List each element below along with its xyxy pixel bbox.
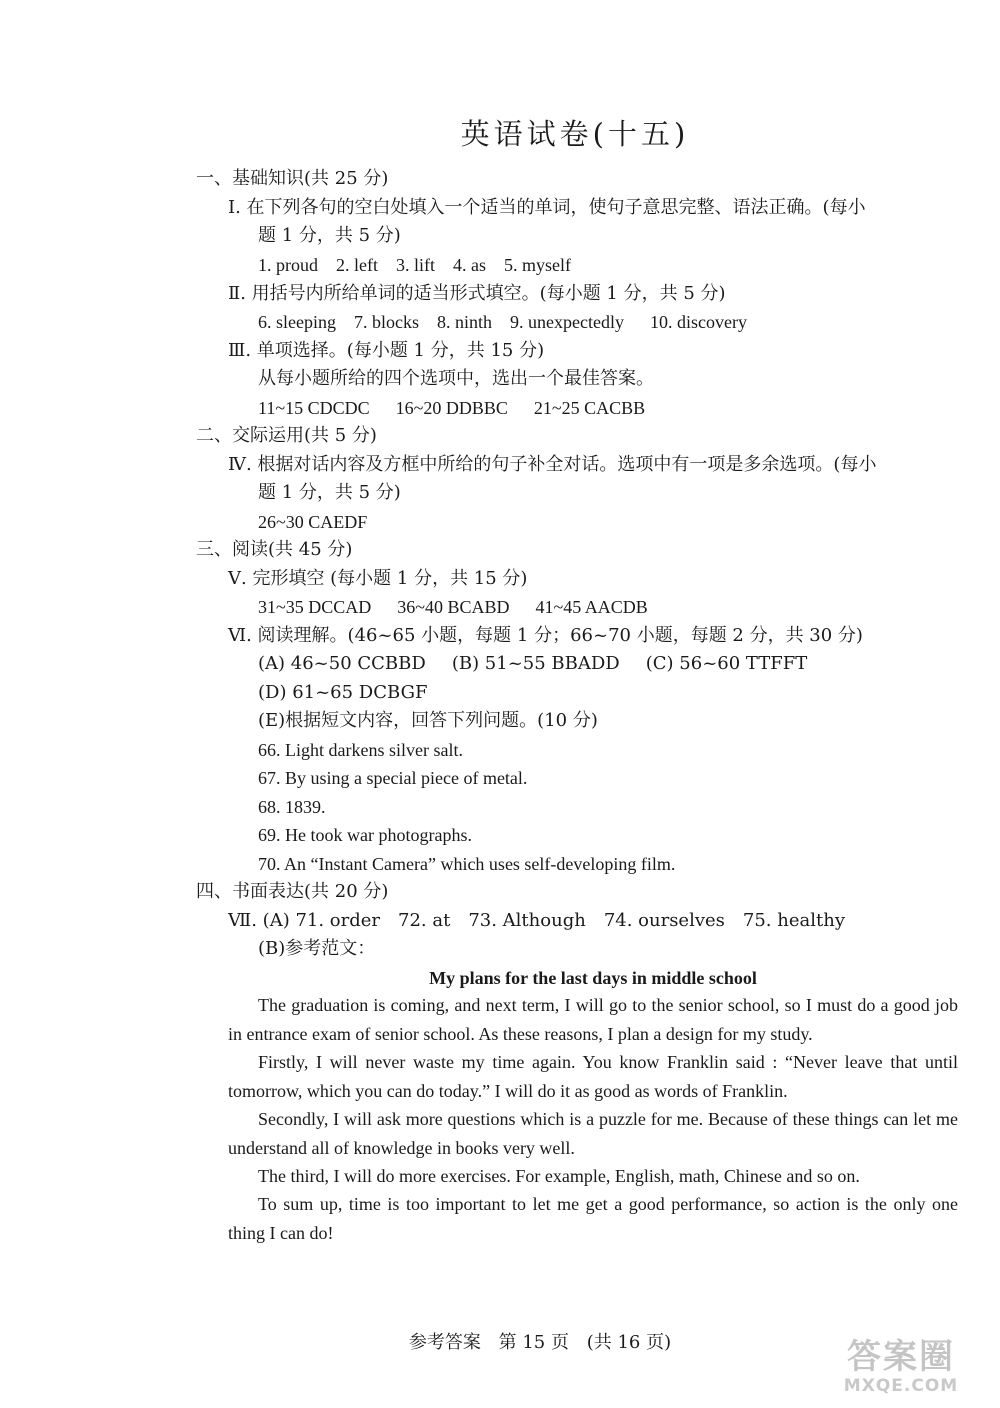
answer-item: 6. sleeping [258, 312, 336, 332]
part-1-heading-cont: 题 1 分，共 5 分) [258, 225, 401, 246]
footer-total-pages: (共 16 页) [586, 1332, 672, 1353]
essay-title: My plans for the last days in middle school [429, 968, 757, 988]
answer-item: 72. at [398, 910, 451, 931]
answer-item: 36~40 BCABD [397, 597, 510, 617]
part-3-heading: Ⅲ. 单项选择。(每小题 1 分，共 15 分) [228, 340, 545, 361]
answer-67: 67. By using a special piece of metal. [258, 768, 528, 788]
answer-item: (C) 56~60 TTFFT [645, 653, 808, 674]
answer-item: 4. as [453, 255, 486, 275]
essay-paragraph: Firstly, I will never waste my time again. You know Franklin said : “Never leave that until tomorrow, which you can do today.” I will do it as good as words of Franklin. [228, 1052, 958, 1101]
answer-item: 9. unexpectedly [510, 312, 624, 332]
answer-item: (B) 51~55 BBADD [451, 653, 620, 674]
section-1-heading: 一、基础知识(共 25 分) [196, 168, 389, 189]
answer-66: 66. Light darkens silver salt. [258, 740, 463, 760]
part-2-heading: Ⅱ. 用括号内所给单词的适当形式填空。(每小题 1 分，共 5 分) [228, 283, 726, 304]
answer-item: 11~15 CDCDC [258, 398, 370, 418]
part-4-answers: 26~30 CAEDF [258, 512, 368, 532]
part-4-heading-cont: 题 1 分，共 5 分) [258, 482, 401, 503]
part-1-answers [258, 251, 571, 279]
essay-paragraph: The third, I will do more exercises. For example, English, math, Chinese and so on. [258, 1166, 860, 1186]
answer-item: 41~45 AACDB [535, 597, 648, 617]
answer-item: 16~20 DDBBC [395, 398, 508, 418]
footer-label: 参考答案 [408, 1332, 481, 1353]
answer-item: Ⅶ. (A) 71. order [228, 910, 381, 931]
part-7-b-heading: (B)参考范文： [258, 938, 376, 959]
section-3-heading: 三、阅读(共 45 分) [196, 539, 353, 560]
answer-item: 7. blocks [354, 312, 419, 332]
part-4-heading: Ⅳ. 根据对话内容及方框中所给的句子补全对话。选项中有一项是多余选项。(每小 [228, 454, 877, 475]
answer-item: 75. healthy [742, 910, 845, 931]
answer-item: 74. ourselves [603, 910, 725, 931]
answer-item: 1. proud [258, 255, 318, 275]
footer-page-number: 第 15 页 [498, 1332, 569, 1353]
essay-paragraph: Secondly, I will ask more questions which is a puzzle for me. Because of these things can let me understand all of knowledge in books very well. [228, 1109, 958, 1158]
section-2-heading: 二、交际运用(共 5 分) [196, 425, 377, 446]
part-3-instruction: 从每小题所给的四个选项中，选出一个最佳答案。 [258, 368, 654, 389]
answer-item: 21~25 CACBB [533, 398, 646, 418]
part-7-answers [228, 907, 845, 935]
section-4-heading: 四、书面表达(共 20 分) [196, 881, 389, 902]
page-title: 英语试卷(十五) [460, 117, 690, 151]
part-3-answers [258, 394, 645, 422]
answer-item: 3. lift [396, 255, 435, 275]
watermark-logo [816, 1338, 986, 1400]
part-6-answers-d: (D) 61~65 DCBGF [258, 682, 428, 703]
part-2-answers [258, 308, 747, 336]
part-6-heading: Ⅵ. 阅读理解。(46~65 小题，每题 1 分；66~70 小题，每题 2 分，共 30 分) [228, 625, 863, 646]
answer-item: 73. Although [468, 910, 586, 931]
part-6-e-heading: (E)根据短文内容，回答下列问题。(10 分) [258, 710, 598, 731]
answer-69: 69. He took war photographs. [258, 825, 472, 845]
answer-68: 68. 1839. [258, 797, 326, 817]
essay-paragraph: The graduation is coming, and next term, I will go to the senior school, so I must do a good job in entrance exam of senior school. As these reasons, I plan a design for my study. [228, 995, 958, 1044]
answer-70: 70. An “Instant Camera” which uses self-developing film. [258, 854, 676, 874]
answer-item: 2. left [336, 255, 378, 275]
answer-item: 31~35 DCCAD [258, 597, 372, 617]
part-1-heading: Ⅰ. 在下列各句的空白处填入一个适当的单词，使句子意思完整、语法正确。(每小 [228, 197, 866, 218]
answer-item: 5. myself [504, 255, 571, 275]
part-5-heading: Ⅴ. 完形填空 (每小题 1 分，共 15 分) [228, 568, 528, 589]
essay-paragraph: To sum up, time is too important to let me get a good performance, so action is the only one thing I can do! [228, 1194, 958, 1243]
answer-item: 8. ninth [437, 312, 493, 332]
answer-item: (A) 46~50 CCBBD [258, 653, 426, 674]
watermark-title: 答案圈 [847, 1337, 955, 1377]
watermark-url: MXQE.COM [843, 1376, 959, 1396]
answer-item: 10. discovery [649, 312, 747, 332]
part-5-answers [258, 593, 648, 621]
part-6-answers-abc [258, 650, 807, 678]
